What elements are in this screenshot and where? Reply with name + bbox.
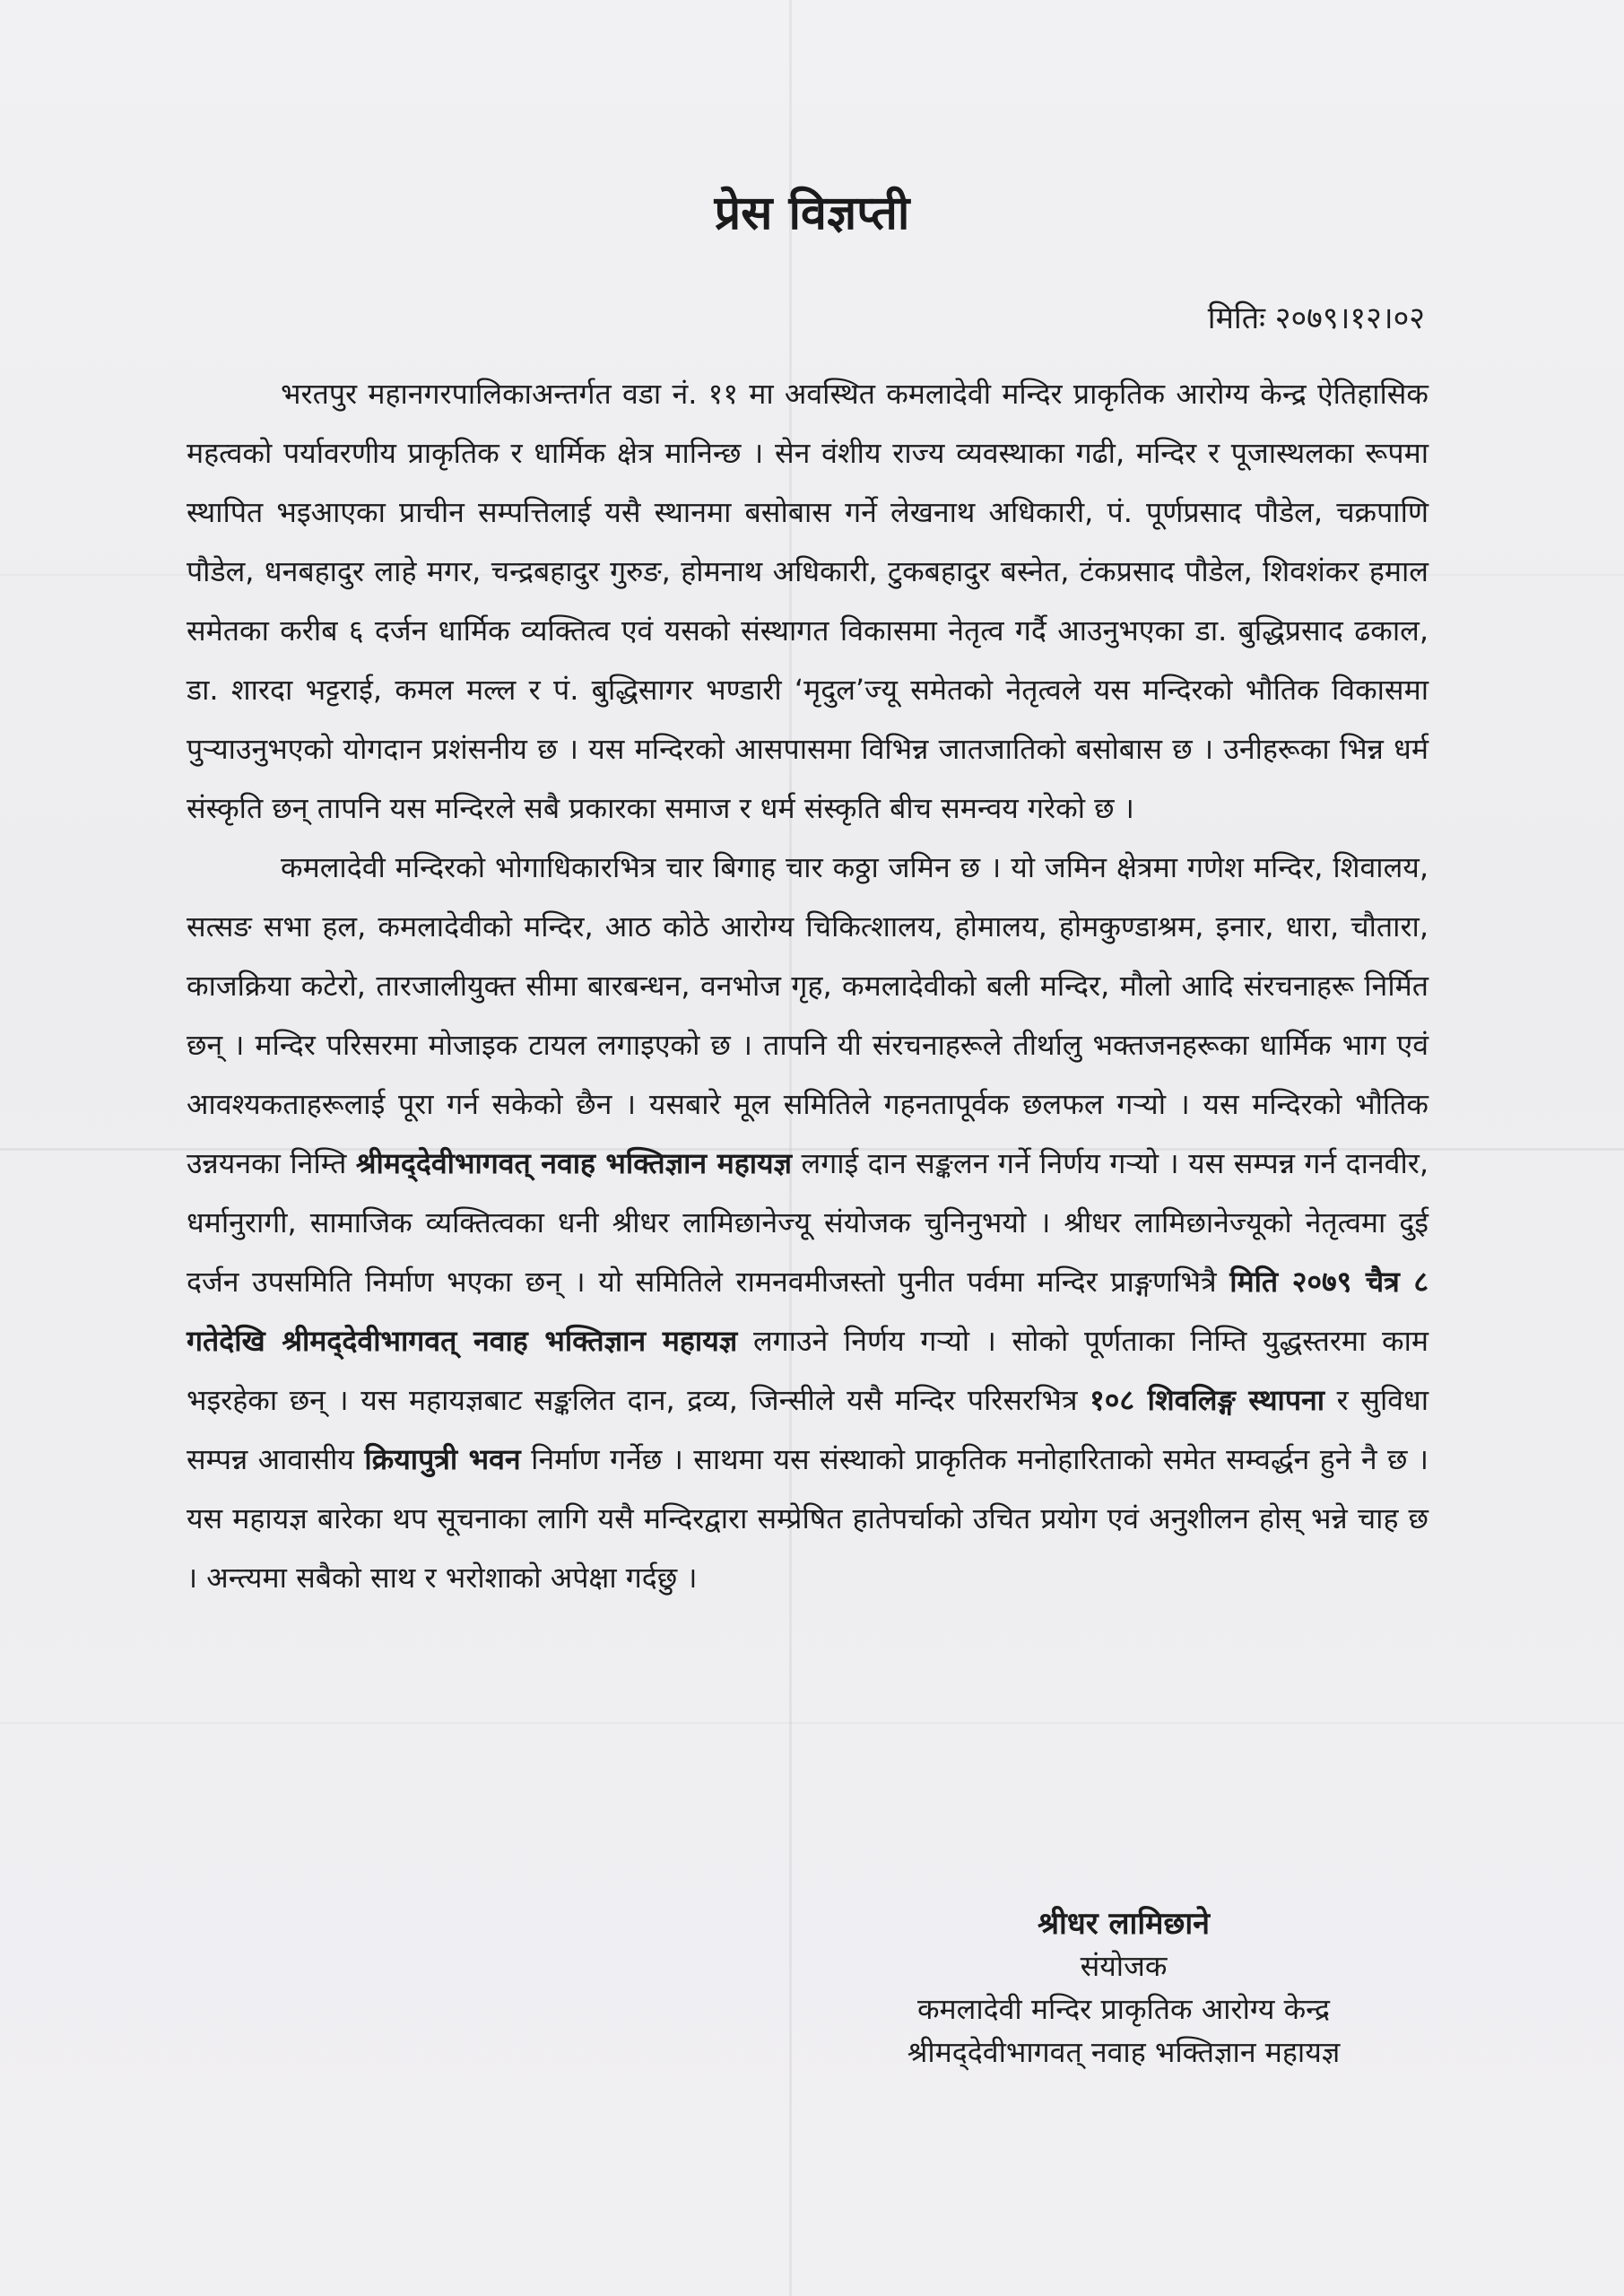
paper-crease	[0, 1722, 1624, 1724]
signature-name: श्रीधर लामिछाने	[1037, 1906, 1211, 1942]
signature-role: संयोजक	[1080, 1949, 1168, 1983]
paragraph-2-bold: मिति २०७९ चैत्र ८ गतेदेखि श्रीमद्‌देवीभागवत् नवाह भक्तिज्ञान महायज्ञ	[187, 1265, 1429, 1358]
paragraph-2-bold: १०८ शिवलिङ्ग स्थापना	[1090, 1383, 1325, 1417]
signature-org: कमलादेवी मन्दिर प्राकृतिक आरोग्य केन्द्र	[916, 1992, 1331, 2026]
signature-event: श्रीमद्‌देवीभागवत् नवाह भक्तिज्ञान महायज्ञ	[907, 2035, 1341, 2069]
document-body	[187, 364, 1429, 1607]
paragraph-2-bold: श्रीमद्‌देवीभागवत् नवाह भक्तिज्ञान महायज्ञ	[355, 1146, 793, 1180]
paragraph-2-text: निर्माण गर्नेछ । साथमा यस संस्थाको प्राकृतिक मनोहारिताको समेत सम्वर्द्धन हुने नै छ । यस महायज्ञ बारेका थप सूचनाका लागि यसै मन्दिरद्वारा सम्प्रेषित हातेपर्चाको उचित प्रयोग एवं अनुशीलन होस् भन्ने चाह छ । अन्त्यमा सबैको साथ र भरोशाको अपेक्षा गर्दछु ।	[187, 1442, 1429, 1595]
paragraph-2-text: लगाई दान सङ्कलन गर्ने निर्णय गऱ्यो । यस सम्पन्न गर्न दानवीर, धर्मानुरागी, सामाजिक व्यक्तित्वका धनी श्रीधर लामिछानेज्यू संयोजक चुनिनुभयो । श्रीधर लामिछानेज्यूको नेतृत्वमा दुई दर्जन उपसमिति निर्माण भएका छन् । यो समितिले रामनवमीजस्तो पुनीत पर्वमा मन्दिर प्राङ्गणभित्रै	[187, 1146, 1429, 1299]
paragraph-2-text: र सुविधा सम्पन्न आवासीय	[187, 1383, 1429, 1476]
paragraph-2-bold: क्रियापुत्री भवन	[364, 1442, 521, 1476]
paragraph-2-text: लगाउने निर्णय गऱ्यो । सोको पूर्णताका निम्ति युद्धस्तरमा काम भइरहेका छन् । यस महायज्ञबाट सङ्कलित दान, द्रव्य, जिन्सीले यसै मन्दिर परिसरभित्र	[187, 1324, 1429, 1417]
document-date: मितिः २०७९।१२।०२	[1207, 300, 1425, 336]
paragraph-2	[187, 838, 1429, 1607]
document-title: प्रेस विज्ञप्ती	[714, 187, 910, 240]
paragraph-1: भरतपुर महानगरपालिकाअन्तर्गत वडा नं. ११ मा अवस्थित कमलादेवी मन्दिर प्राकृतिक आरोग्य केन्द्र ऐतिहासिक महत्वको पर्यावरणीय प्राकृतिक र धार्मिक क्षेत्र मानिन्छ । सेन वंशीय राज्य व्यवस्थाका गढी, मन्दिर र पूजास्थलका रूपमा स्थापित भइआएका प्राचीन सम्पत्तिलाई यसै स्थानमा बसोबास गर्ने लेखनाथ अधिकारी, पं. पूर्णप्रसाद पौडेल, चक्रपाणि पौडेल, धनबहादुर लाहे मगर, चन्द्रबहादुर गुरुङ, होमनाथ अधिकारी, टुकबहादुर बस्नेत, टंकप्रसाद पौडेल, शिवशंकर हमाल समेतका करीब ६ दर्जन धार्मिक व्यक्तित्व एवं यसको संस्थागत विकासमा नेतृत्व गर्दै आउनुभएका डा. बुद्धिप्रसाद ढकाल, डा. शारदा भट्टराई, कमल मल्ल र पं. बुद्धिसागर भण्डारी ‘मृदुल’ज्यू समेतको नेतृत्वले यस मन्दिरको भौतिक विकासमा पुऱ्याउनुभएको योगदान प्रशंसनीय छ । यस मन्दिरको आसपासमा विभिन्न जातजातिको बसोबास छ । उनीहरूका भिन्न धर्म संस्कृति छन् तापनि यस मन्दिरले सबै प्रकारका समाज र धर्म संस्कृति बीच समन्वय गरेको छ ।	[187, 377, 1429, 825]
paragraph-2-text: कमलादेवी मन्दिरको भोगाधिकारभित्र चार बिगाह चार कठ्ठा जमिन छ । यो जमिन क्षेत्रमा गणेश मन्दिर, शिवालय, सत्सङ सभा हल, कमलादेवीको मन्दिर, आठ कोठे आरोग्य चिकित्शालय, होमालय, होमकुण्डाश्रम, इनार, धारा, चौतारा, काजक्रिया कटेरो, तारजालीयुक्त सीमा बारबन्धन, वनभोज गृह, कमलादेवीको बली मन्दिर, मौलो आदि संरचनाहरू निर्मित छन् । मन्दिर परिसरमा मोजाइक टायल लगाइएको छ । तापनि यी संरचनाहरूले तीर्थालु भक्तजनहरूका धार्मिक भाग एवं आवश्यकताहरूलाई पूरा गर्न सकेको छैन । यसबारे मूल समितिले गहनतापूर्वक छलफल गऱ्यो । यस मन्दिरको भौतिक उन्नयनका निम्ति	[187, 850, 1429, 1180]
